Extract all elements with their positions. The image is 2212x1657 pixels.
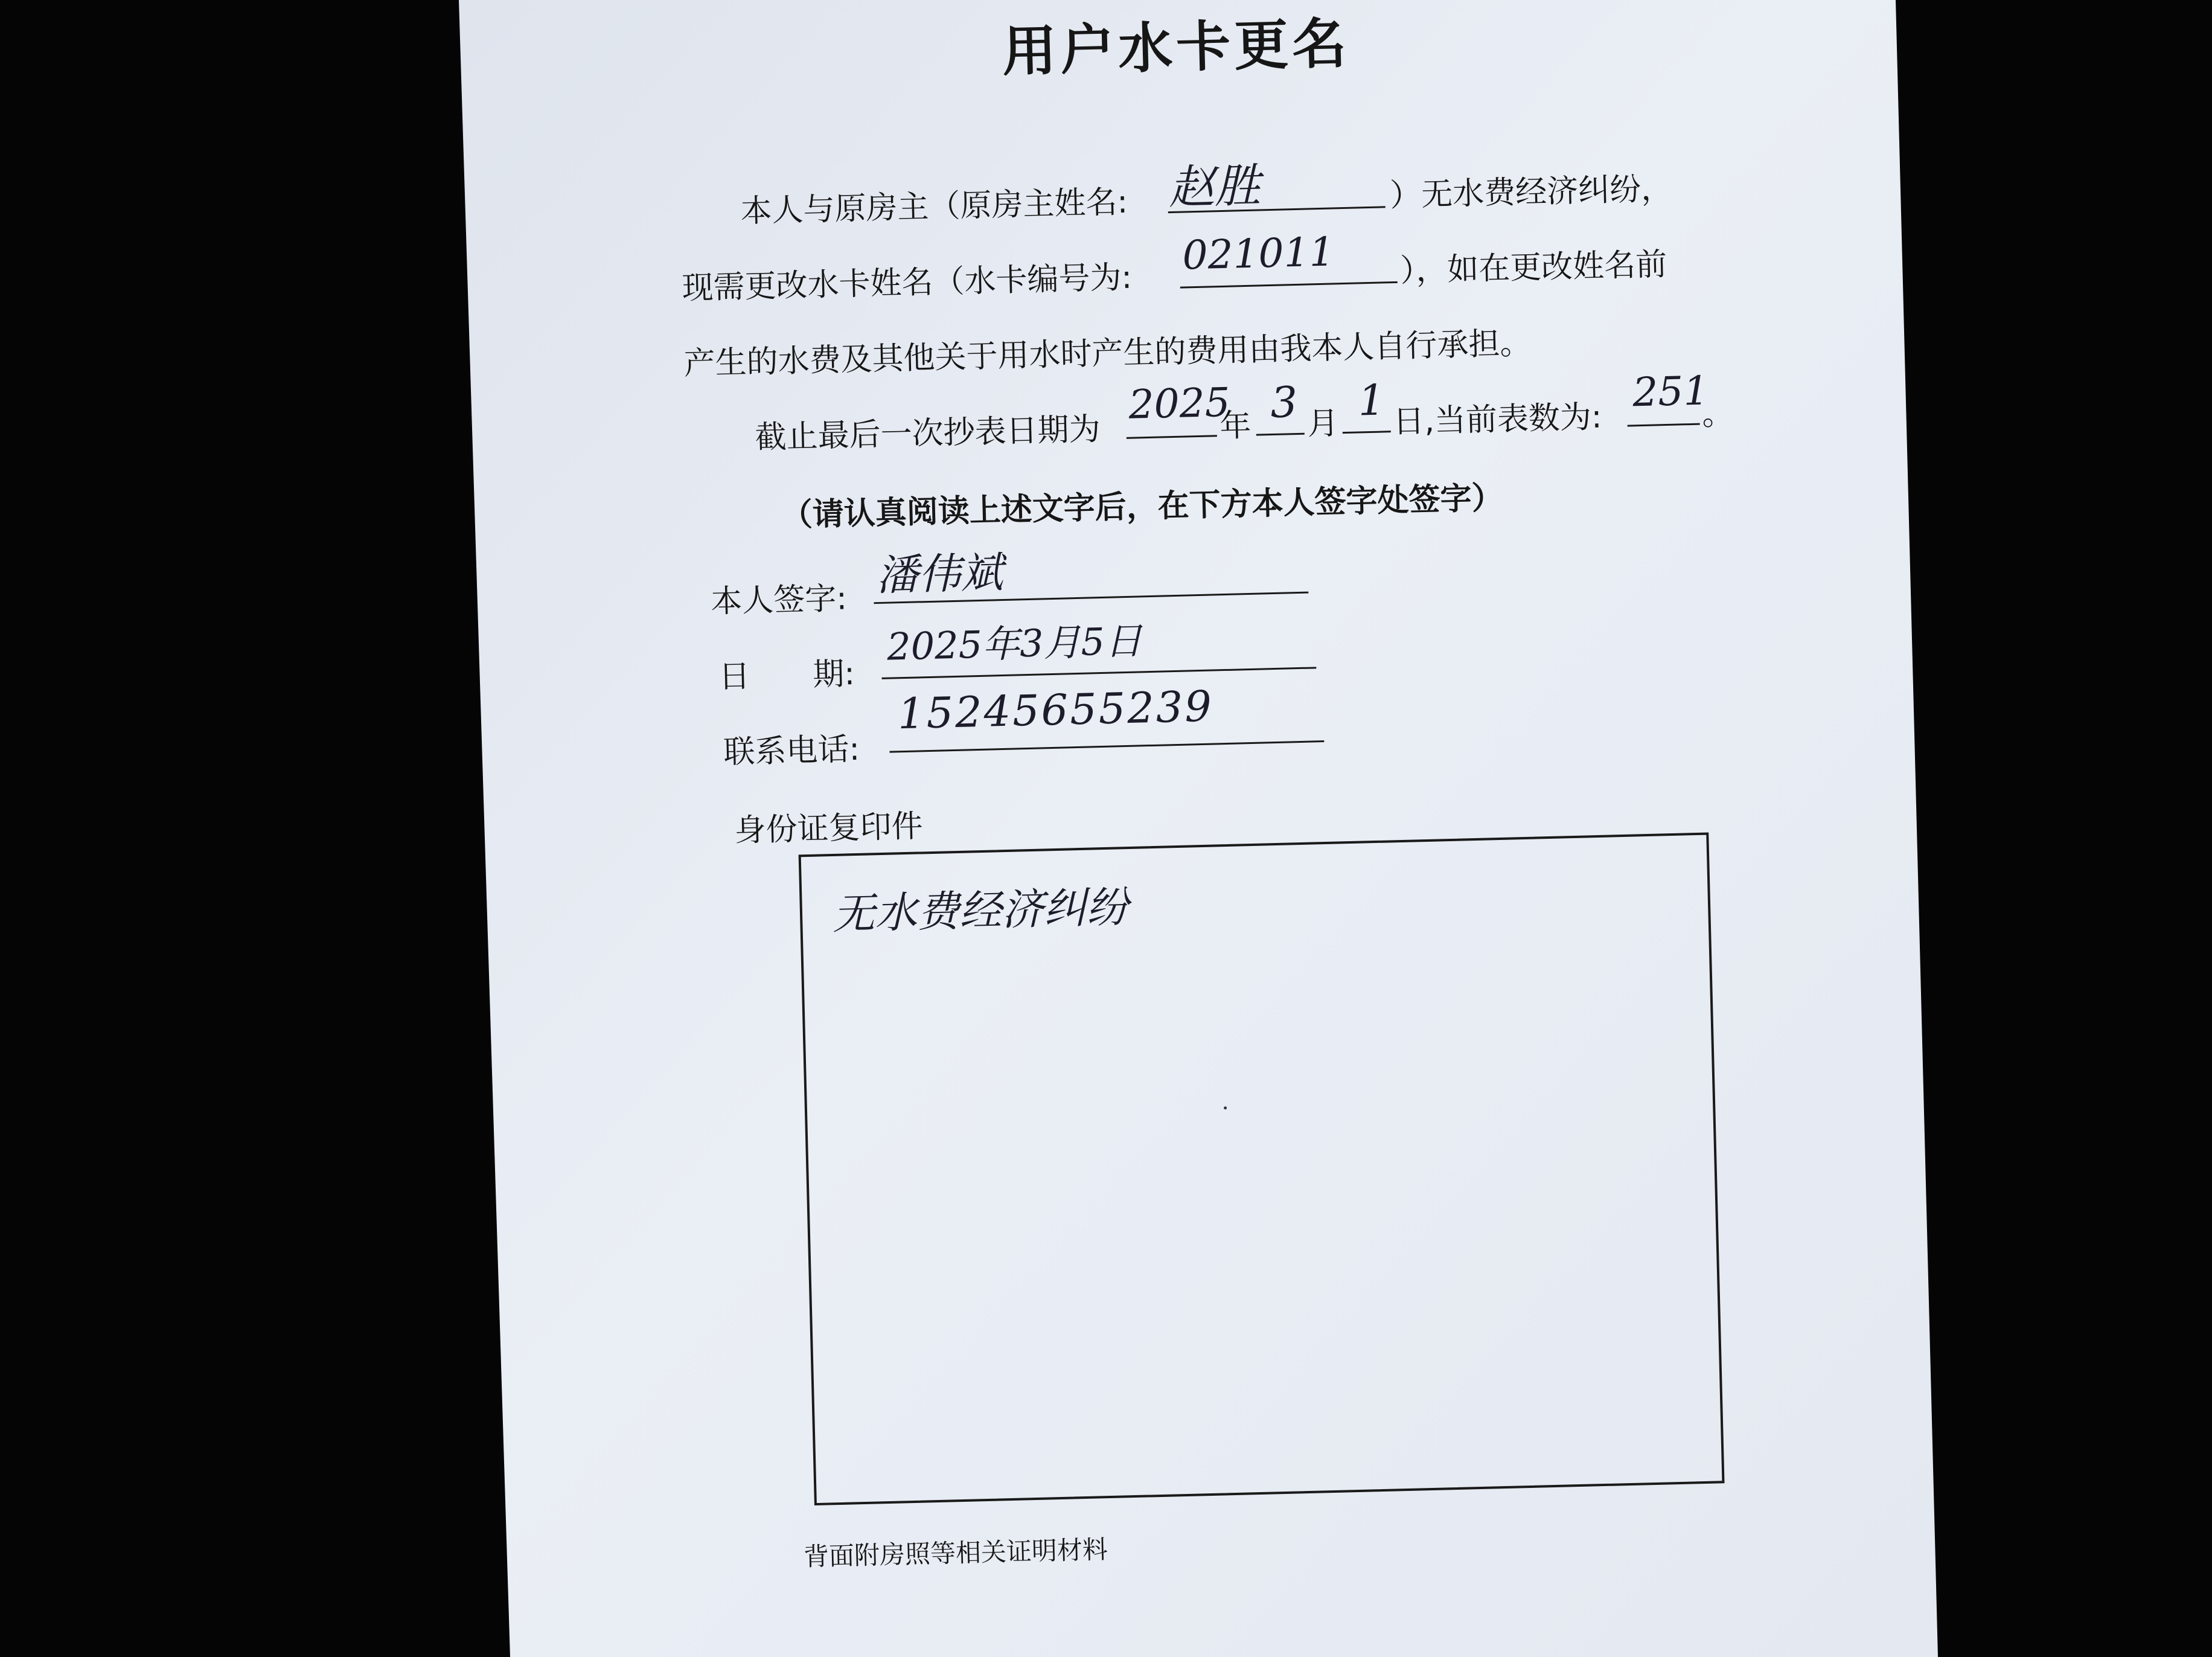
owner-name-handwritten: 赵胜 (1168, 158, 1261, 215)
reading-year-underline (1127, 435, 1217, 439)
page-title: 用户水卡更名 (1001, 11, 1351, 84)
meter-reading-underline (1628, 423, 1700, 427)
line1-prefix: 本人与原房主（原房主姓名: (740, 184, 1128, 230)
phone-underline (889, 740, 1324, 753)
reading-year-handwritten: 2025 (1128, 379, 1231, 428)
card-number-underline (1180, 281, 1398, 289)
line3-text: 产生的水费及其他关于用水时产生的费用由我本人自行承担。 (683, 325, 1532, 382)
line4-prefix: 截止最后一次抄表日期为 (755, 411, 1101, 456)
id-copy-label: 身份证复印件 (734, 808, 924, 849)
signature-handwritten: 潘伟斌 (875, 547, 1004, 601)
reading-month-underline (1256, 433, 1305, 436)
year-unit: 年 (1219, 407, 1252, 445)
month-unit: 月 (1306, 405, 1340, 443)
id-copy-box (799, 833, 1725, 1506)
signing-notice: （请认真阅读上述文字后，在下方本人签字处签字） (781, 479, 1504, 534)
phone-handwritten: 15245655239 (897, 681, 1214, 739)
date-label: 日 期: (718, 656, 855, 696)
reading-month-handwritten: 3 (1270, 377, 1299, 428)
box-handwritten-note: 无水费经济纠纷 (832, 882, 1129, 940)
phone-label: 联系电话: (723, 731, 860, 771)
day-unit: 日,当前表数为: (1392, 399, 1603, 441)
line2-prefix: 现需更改水卡姓名（水卡编号为: (681, 259, 1133, 307)
line4-end: 。 (1701, 396, 1734, 433)
reading-day-underline (1343, 431, 1391, 434)
footer-note: 背面附房照等相关证明材料 (803, 1534, 1108, 1572)
reading-day-handwritten: 1 (1357, 375, 1386, 426)
line2-suffix: ），如在更改姓名前 (1399, 246, 1667, 289)
paper-speck (1224, 1106, 1227, 1109)
line1-suffix: ）无水费经济纠纷， (1389, 170, 1673, 214)
signature-label: 本人签字: (710, 580, 848, 620)
card-number-handwritten: 021011 (1181, 228, 1335, 279)
date-handwritten: 2025年3月5日 (886, 618, 1143, 669)
meter-reading-handwritten: 251 (1632, 367, 1710, 416)
